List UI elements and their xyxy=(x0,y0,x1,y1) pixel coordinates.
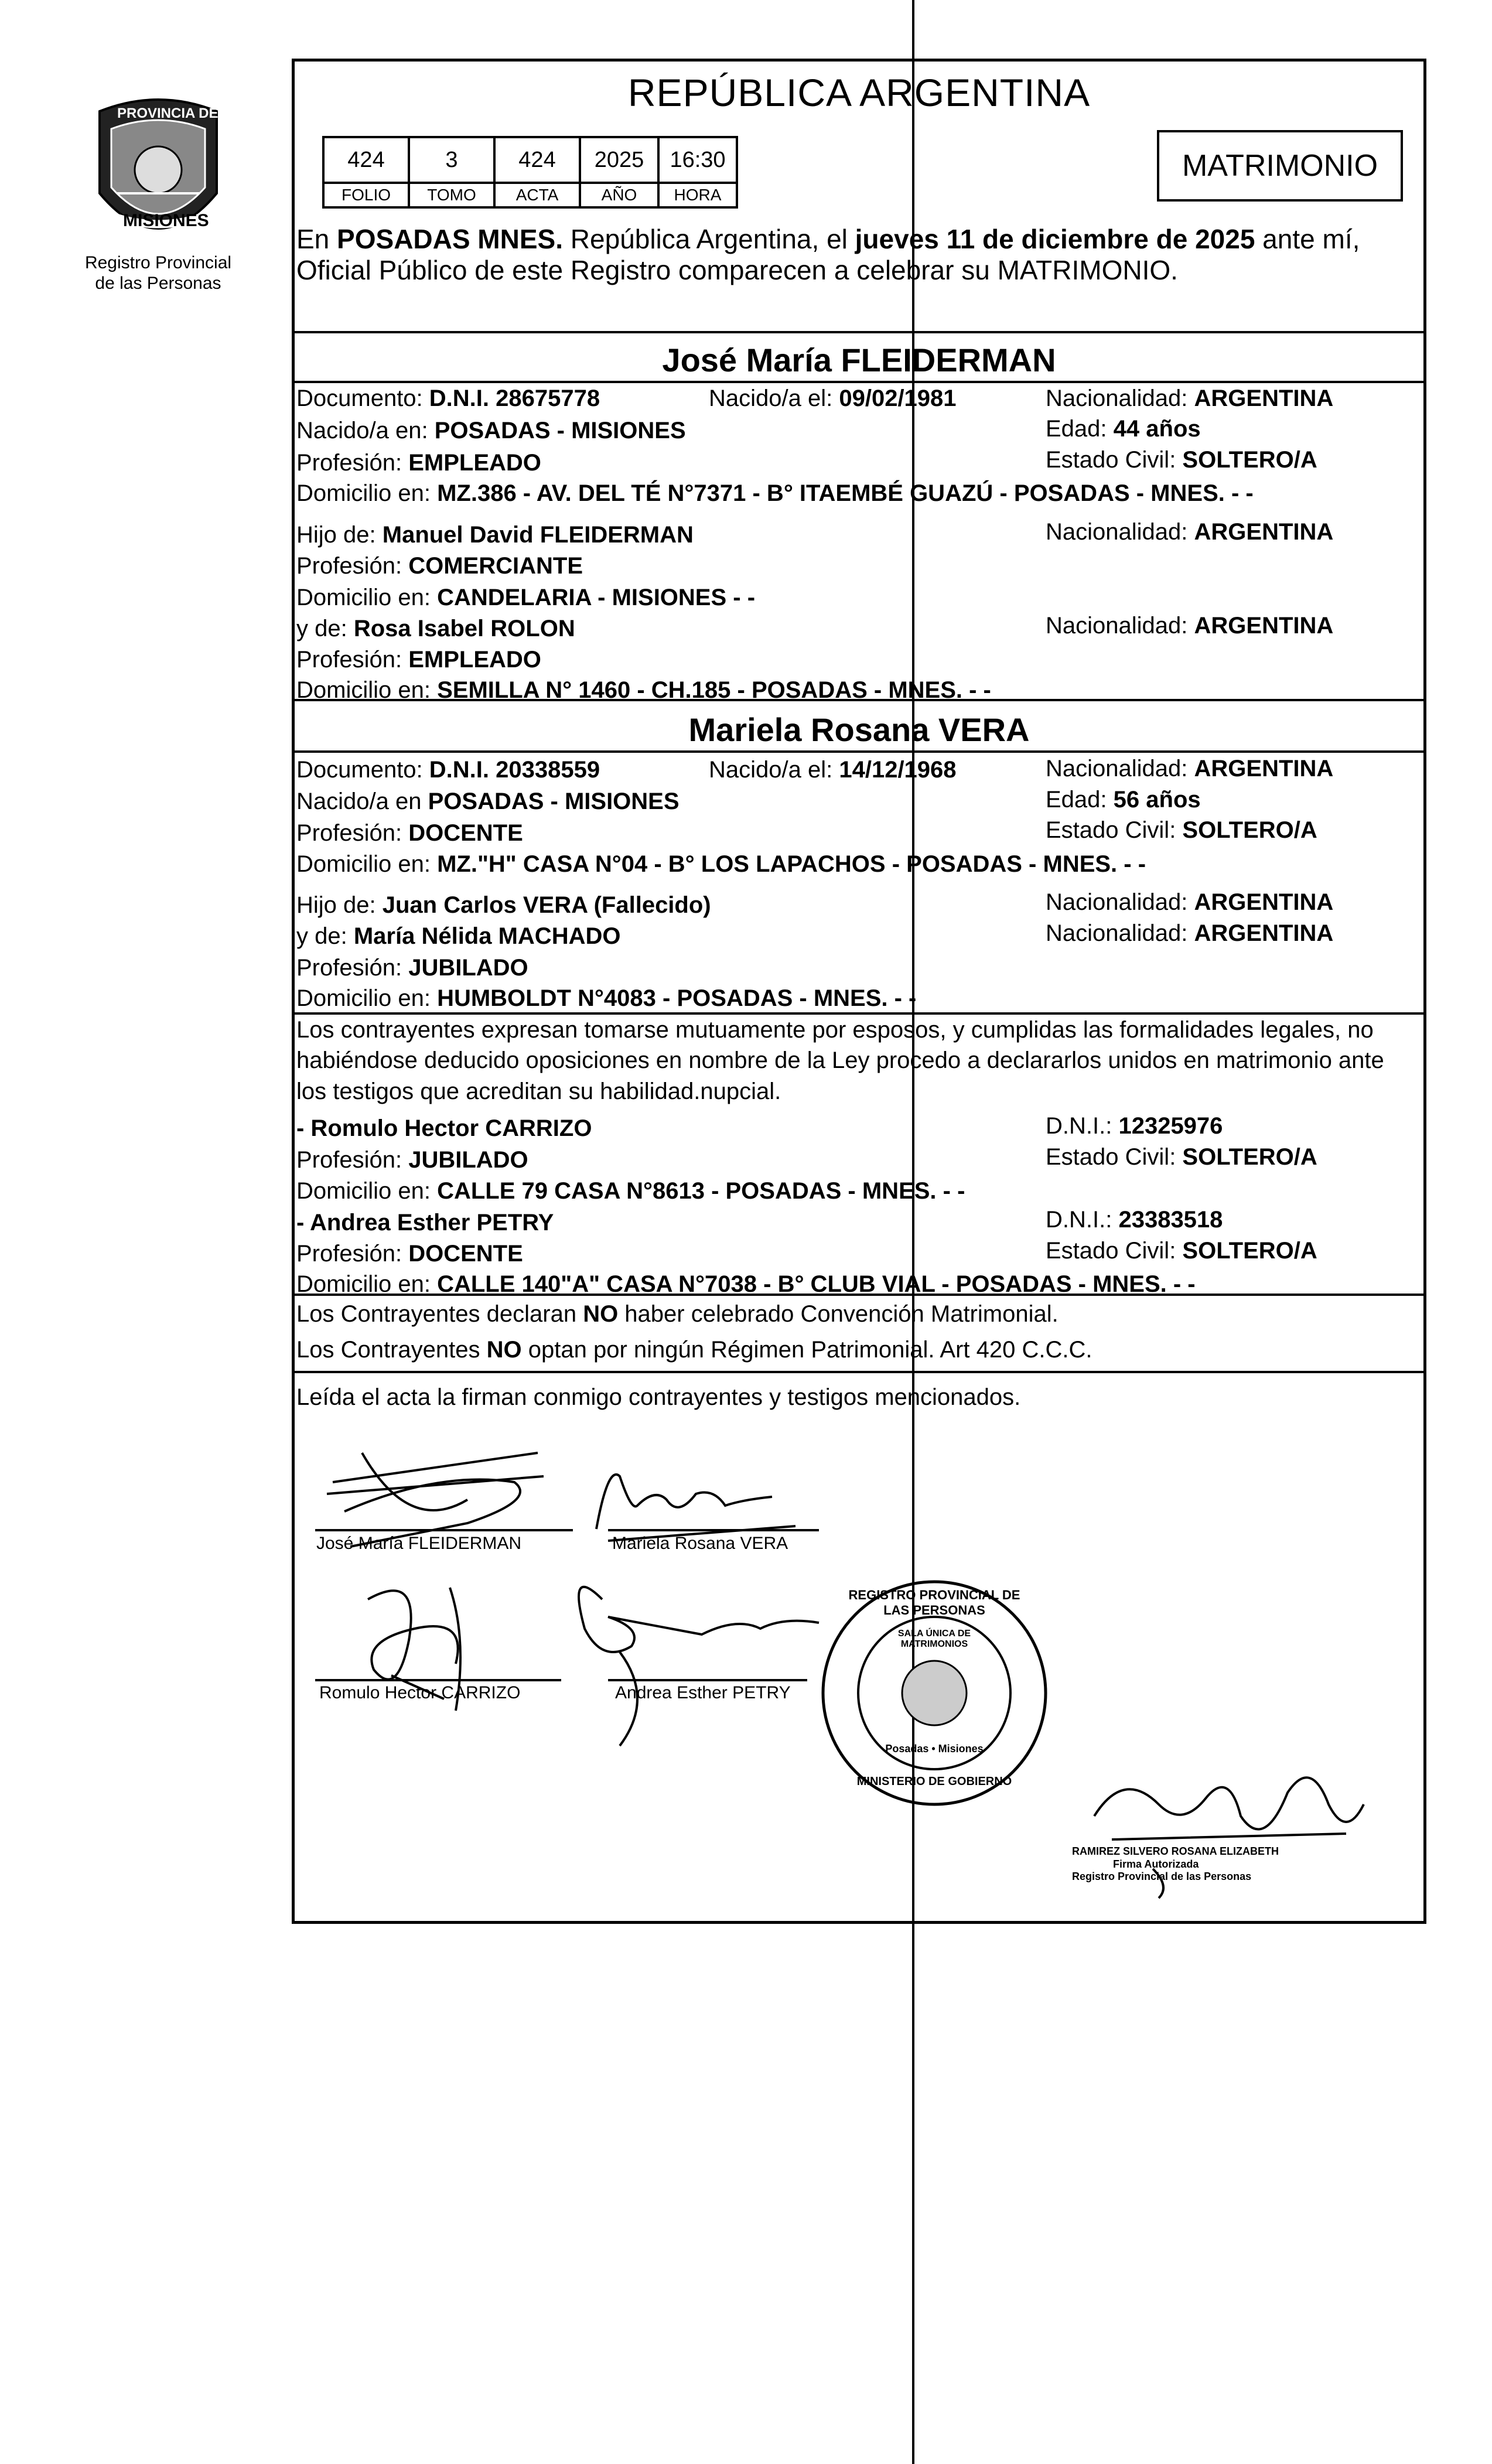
witness2-civil xyxy=(1046,1239,1317,1262)
convention-l1c: haber celebrado Convención Matrimonial. xyxy=(618,1301,1059,1327)
hour-label: HORA xyxy=(658,183,737,207)
spouse2-father-value: Juan Carlos VERA (Fallecido) xyxy=(382,892,711,918)
spouse1-civil xyxy=(1046,448,1317,472)
spouse2-doc-value: D.N.I. 20338559 xyxy=(429,757,600,783)
spouse2-age xyxy=(1046,788,1201,811)
witness2-dni-value: 23383518 xyxy=(1118,1207,1223,1233)
spouse2-job xyxy=(296,821,523,845)
folio-label: FOLIO xyxy=(323,183,409,207)
witness1-job xyxy=(296,1148,528,1172)
spouse2-nat xyxy=(1046,757,1333,780)
declaration-line2: habiéndose deducido oposiciones en nombre de la Ley procedo a declararlos unidos en matrimonio ante xyxy=(296,1047,1384,1073)
spouse2-place-label: Nacido/a en xyxy=(296,789,428,814)
spouse1-father-nat xyxy=(1046,520,1333,544)
spouse1-civil-label: Estado Civil: xyxy=(1046,447,1183,473)
intro-line2: Oficial Público de este Registro comparecen a celebrar su MATRIMONIO. xyxy=(296,255,1178,285)
witness2-name-value: - Andrea Esther PETRY xyxy=(296,1210,554,1236)
convention-line1 xyxy=(296,1302,1059,1326)
acta-value: 424 xyxy=(494,137,580,183)
spouse2-civil-value: SOLTERO/A xyxy=(1182,817,1317,843)
spouse2-mother xyxy=(296,924,620,948)
spouse2-mother-job-label: Profesión: xyxy=(296,955,409,981)
witness1-civil xyxy=(1046,1145,1317,1169)
convention-l1a: Los Contrayentes declaran xyxy=(296,1301,583,1327)
spouse1-nat-value: ARGENTINA xyxy=(1194,385,1334,411)
spouse2-father-nat xyxy=(1046,890,1333,914)
spouse1-job-label: Profesión: xyxy=(296,450,409,476)
spouse2-mother-job xyxy=(296,956,528,980)
official-role: Firma Autorizada xyxy=(1113,1858,1199,1870)
spouse2-nat-label: Nacionalidad: xyxy=(1046,756,1194,781)
spouse1-name: José María FLEIDERMAN xyxy=(662,342,1056,378)
spouse2-place xyxy=(296,790,680,813)
spouse1-father-addr-value: CANDELARIA - MISIONES - - xyxy=(437,585,756,610)
spouse2-addr-label: Domicilio en: xyxy=(296,851,438,877)
divider-header xyxy=(292,331,1426,333)
witness1-name xyxy=(296,1117,592,1140)
spouse2-mother-addr-label: Domicilio en: xyxy=(296,985,438,1011)
spouse1-job-value: EMPLEADO xyxy=(408,450,541,476)
witness2-civil-label: Estado Civil: xyxy=(1046,1238,1183,1264)
witness2-civil-value: SOLTERO/A xyxy=(1182,1238,1317,1264)
spouse1-mother xyxy=(296,617,575,640)
logo-top-text: PROVINCIA DE xyxy=(117,105,218,121)
witness2-dni-label: D.N.I.: xyxy=(1046,1207,1119,1233)
sig-caption-spouse2: Mariela Rosana VERA xyxy=(612,1534,788,1553)
spouse2-mother-nat xyxy=(1046,922,1333,945)
spouse2-mother-addr-value: HUMBOLDT N°4083 - POSADAS - MNES. - - xyxy=(437,985,917,1011)
logo-caption-line1: Registro Provincial xyxy=(84,253,232,272)
hour-value: 16:30 xyxy=(658,137,737,183)
logo-bottom-text: MISIONES xyxy=(123,211,209,230)
spouse1-father-label: Hijo de: xyxy=(296,522,383,548)
spouse1-mother-addr xyxy=(296,678,991,702)
witness2-job-value: DOCENTE xyxy=(408,1241,523,1267)
logo-caption-line2: de las Personas xyxy=(95,273,221,293)
declaration-line3: los testigos que acreditan su habilidad.nupcial. xyxy=(296,1079,781,1104)
spouse2-born xyxy=(709,758,957,781)
intro-p3: ante mí, xyxy=(1255,224,1360,254)
spouse1-place-label: Nacido/a en: xyxy=(296,418,435,443)
spouse2-father-nat-label: Nacionalidad: xyxy=(1046,889,1194,915)
registry-table xyxy=(322,136,738,209)
witness2-addr-value: CALLE 140"A" CASA N°7038 - B° CLUB VIAL - POSADAS - MNES. - - xyxy=(437,1271,1196,1297)
spouse1-mother-nat-label: Nacionalidad: xyxy=(1046,613,1194,639)
spouse1-age-value: 44 años xyxy=(1113,416,1201,442)
sig-caption-witness2: Andrea Esther PETRY xyxy=(615,1683,791,1702)
intro-line1 xyxy=(296,226,1360,252)
spouse2-born-value: 14/12/1968 xyxy=(839,757,957,783)
seal-inner-text: SALA ÚNICA DE MATRIMONIOS xyxy=(897,1629,971,1649)
spouse2-mother-addr xyxy=(296,987,916,1010)
spouse1-born xyxy=(709,387,957,410)
spouse1-mother-addr-label: Domicilio en: xyxy=(296,677,438,703)
spouse1-nat xyxy=(1046,387,1333,410)
spouse2-job-label: Profesión: xyxy=(296,820,409,846)
spouse1-father-addr-label: Domicilio en: xyxy=(296,585,438,610)
official-seal xyxy=(817,1576,1051,1810)
witness1-addr xyxy=(296,1179,965,1203)
convention-l2b: NO xyxy=(486,1337,522,1363)
spouse2-born-label: Nacido/a el: xyxy=(709,757,839,783)
witness1-addr-value: CALLE 79 CASA N°8613 - POSADAS - MNES. - - xyxy=(437,1178,965,1204)
spouse1-doc-label: Documento: xyxy=(296,385,429,411)
spouse1-addr-value: MZ.386 - AV. DEL TÉ N°7371 - B° ITAEMBÉ GUAZÚ - POSADAS - MNES. - - xyxy=(437,480,1254,506)
spouse2-mother-label: y de: xyxy=(296,923,354,949)
spouse1-mother-addr-value: SEMILLA N° 1460 - CH.185 - POSADAS - MNES. - - xyxy=(437,677,991,703)
spouse2-place-value: POSADAS - MISIONES xyxy=(428,789,680,814)
spouse1-job xyxy=(296,451,541,475)
spouse1-mother-nat-value: ARGENTINA xyxy=(1194,613,1334,639)
signature-spouse1 xyxy=(327,1453,544,1547)
spouse1-born-label: Nacido/a el: xyxy=(709,385,839,411)
spouse1-father-nat-label: Nacionalidad: xyxy=(1046,519,1194,545)
spouse1-father xyxy=(296,523,694,547)
spouse1-born-value: 09/02/1981 xyxy=(839,385,957,411)
spouse2-civil xyxy=(1046,818,1317,842)
intro-p1: En xyxy=(296,224,337,254)
spouse2-addr-value: MZ."H" CASA N°04 - B° LOS LAPACHOS - POSADAS - MNES. - - xyxy=(437,851,1146,877)
seal-bottom-text: MINISTERIO DE GOBIERNO xyxy=(856,1775,1012,1788)
spouse2-doc xyxy=(296,758,600,781)
spouse1-nat-label: Nacionalidad: xyxy=(1046,385,1194,411)
signature-witness2 xyxy=(579,1587,819,1746)
witness1-addr-label: Domicilio en: xyxy=(296,1178,438,1204)
spouse1-mother-job xyxy=(296,648,541,671)
closing-text: Leída el acta la firman conmigo contrayentes y testigos mencionados. xyxy=(296,1384,1021,1410)
spouse1-doc-value: D.N.I. 28675778 xyxy=(429,385,600,411)
spouse1-addr-label: Domicilio en: xyxy=(296,480,438,506)
spouse1-father-job-value: COMERCIANTE xyxy=(408,553,583,579)
registry-logo xyxy=(82,88,234,264)
convention-l1b: NO xyxy=(583,1301,619,1327)
spouse2-civil-label: Estado Civil: xyxy=(1046,817,1183,843)
page-title: REPÚBLICA ARGENTINA xyxy=(627,71,1091,114)
spouse1-doc xyxy=(296,387,600,410)
spouse2-father-nat-value: ARGENTINA xyxy=(1194,889,1334,915)
spouse1-civil-value: SOLTERO/A xyxy=(1182,447,1317,473)
spouse2-mother-job-value: JUBILADO xyxy=(408,955,528,981)
spouse1-father-nat-value: ARGENTINA xyxy=(1194,519,1334,545)
witness2-addr-label: Domicilio en: xyxy=(296,1271,438,1297)
declaration-line1: Los contrayentes expresan tomarse mutuamente por esposos, y cumplidas las formalidades legales, no xyxy=(296,1017,1374,1043)
seal-outer-text: REGISTRO PROVINCIAL DE LAS PERSONAS xyxy=(848,1588,1020,1617)
spouse2-mother-nat-label: Nacionalidad: xyxy=(1046,920,1194,946)
spouse2-father xyxy=(296,893,711,917)
spouse2-name: Mariela Rosana VERA xyxy=(688,711,1030,748)
spouse1-mother-nat xyxy=(1046,614,1333,637)
witness2-job xyxy=(296,1242,523,1265)
spouse2-father-label: Hijo de: xyxy=(296,892,383,918)
spouse1-mother-label: y de: xyxy=(296,616,354,641)
signature-witness1 xyxy=(368,1588,460,1711)
spouse1-mother-value: Rosa Isabel ROLON xyxy=(353,616,575,641)
divider-spouse2-name xyxy=(292,750,1426,753)
spouse1-father-value: Manuel David FLEIDERMAN xyxy=(382,522,694,548)
witness1-civil-label: Estado Civil: xyxy=(1046,1144,1183,1170)
spouse1-addr xyxy=(296,482,1254,505)
divider-convention-end xyxy=(292,1371,1426,1373)
spouse2-mother-nat-value: ARGENTINA xyxy=(1194,920,1334,946)
spouse1-mother-job-label: Profesión: xyxy=(296,647,409,673)
convention-l2c: optan por ningún Régimen Patrimonial. Art 420 C.C.C. xyxy=(521,1337,1092,1363)
folio-value: 424 xyxy=(323,137,409,183)
witness1-job-label: Profesión: xyxy=(296,1147,409,1173)
year-value: 2025 xyxy=(580,137,658,183)
spouse2-doc-label: Documento: xyxy=(296,757,429,783)
witness1-name-value: - Romulo Hector CARRIZO xyxy=(296,1115,592,1141)
sig-caption-witness1: Romulo Hector CARRIZO xyxy=(319,1683,521,1702)
witness1-dni xyxy=(1046,1114,1223,1138)
spouse2-age-label: Edad: xyxy=(1046,787,1114,813)
seal-city-text: Posadas • Misiones xyxy=(885,1743,984,1755)
year-label: AÑO xyxy=(580,183,658,207)
acta-label: ACTA xyxy=(494,183,580,207)
sig-caption-spouse1: José María FLEIDERMAN xyxy=(316,1534,522,1553)
spouse1-age xyxy=(1046,417,1201,441)
official-office: Registro Provincial de las Personas xyxy=(1072,1871,1252,1883)
spouse1-mother-job-value: EMPLEADO xyxy=(408,647,541,673)
witness2-addr xyxy=(296,1272,1196,1296)
spouse2-nat-value: ARGENTINA xyxy=(1194,756,1334,781)
intro-p2: República Argentina, el xyxy=(563,224,855,254)
spouse1-place-value: POSADAS - MISIONES xyxy=(434,418,686,443)
tomo-label: TOMO xyxy=(409,183,494,207)
witness2-job-label: Profesión: xyxy=(296,1241,409,1267)
spouse1-father-job xyxy=(296,554,583,578)
spouse2-mother-value: María Nélida MACHADO xyxy=(353,923,621,949)
convention-line2 xyxy=(296,1338,1092,1361)
spouse1-father-addr xyxy=(296,586,755,609)
intro-city: POSADAS MNES. xyxy=(337,224,563,254)
spouse2-age-value: 56 años xyxy=(1113,787,1201,813)
witness1-dni-value: 12325976 xyxy=(1118,1113,1223,1139)
divider-spouse1-name xyxy=(292,381,1426,383)
official-stamp xyxy=(1072,1845,1279,1883)
logo-caption xyxy=(64,253,252,294)
convention-l2a: Los Contrayentes xyxy=(296,1337,487,1363)
spouse2-job-value: DOCENTE xyxy=(408,820,523,846)
witness2-name xyxy=(296,1211,554,1234)
spouse1-age-label: Edad: xyxy=(1046,416,1114,442)
doc-type-box: MATRIMONIO xyxy=(1157,130,1403,202)
witness1-dni-label: D.N.I.: xyxy=(1046,1113,1119,1139)
tomo-value: 3 xyxy=(409,137,494,183)
witness1-civil-value: SOLTERO/A xyxy=(1182,1144,1317,1170)
intro-date: jueves 11 de diciembre de 2025 xyxy=(855,224,1255,254)
official-name: RAMIREZ SILVERO ROSANA ELIZABETH xyxy=(1072,1845,1279,1857)
witness2-dni xyxy=(1046,1208,1223,1231)
divider-spouse2-end xyxy=(292,1012,1426,1015)
spouse2-addr xyxy=(296,852,1146,876)
spouse1-place xyxy=(296,419,686,442)
witness1-job-value: JUBILADO xyxy=(408,1147,528,1173)
spouse1-father-job-label: Profesión: xyxy=(296,553,409,579)
